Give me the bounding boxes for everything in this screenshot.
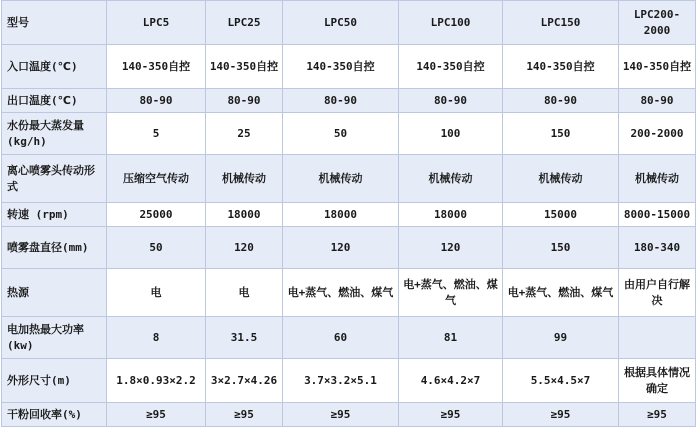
header-row xyxy=(2,1,696,45)
table-row-disc-diameter xyxy=(2,227,696,269)
table-cell: 50 xyxy=(107,227,206,269)
row-label: 电加热最大功率(kw) xyxy=(2,317,107,359)
table-cell: 99 xyxy=(503,317,619,359)
row-label: 出口温度(℃) xyxy=(2,89,107,113)
header-cell-lpc50: LPC50 xyxy=(283,1,399,45)
header-cell-lpc150: LPC150 xyxy=(503,1,619,45)
table-cell: 80-90 xyxy=(503,89,619,113)
table-cell: 50 xyxy=(283,113,399,155)
table-cell: ≥95 xyxy=(503,403,619,427)
table-cell: 60 xyxy=(283,317,399,359)
table-cell: 5.5×4.5×7 xyxy=(503,359,619,403)
row-label: 离心喷雾头传动形式 xyxy=(2,155,107,203)
table-row-evaporation xyxy=(2,113,696,155)
table-cell: 100 xyxy=(399,113,503,155)
row-label: 转速 (rpm) xyxy=(2,203,107,227)
table-cell: 80-90 xyxy=(619,89,696,113)
table-cell: 180-340 xyxy=(619,227,696,269)
table-row-heater-power xyxy=(2,317,696,359)
table-cell: 3×2.7×4.26 xyxy=(206,359,283,403)
row-label: 干粉回收率(%) xyxy=(2,403,107,427)
table-cell: ≥95 xyxy=(206,403,283,427)
table-cell: 5 xyxy=(107,113,206,155)
table-cell: 电+蒸气、燃油、煤气 xyxy=(283,269,399,317)
table-cell: 140-350自控 xyxy=(619,45,696,89)
table-cell: 机械传动 xyxy=(206,155,283,203)
table-cell: 200-2000 xyxy=(619,113,696,155)
table-cell: 80-90 xyxy=(399,89,503,113)
table-cell: 120 xyxy=(206,227,283,269)
table-row-outlet-temp xyxy=(2,89,696,113)
table-cell: 机械传动 xyxy=(503,155,619,203)
row-label: 入口温度(℃) xyxy=(2,45,107,89)
table-cell: 81 xyxy=(399,317,503,359)
row-label: 喷雾盘直径(mm) xyxy=(2,227,107,269)
row-label: 热源 xyxy=(2,269,107,317)
table-cell: 80-90 xyxy=(107,89,206,113)
table-cell xyxy=(619,317,696,359)
table-cell: ≥95 xyxy=(283,403,399,427)
table-cell: 3.7×3.2×5.1 xyxy=(283,359,399,403)
table-row-recovery-rate xyxy=(2,403,696,427)
table-cell: 140-350自控 xyxy=(399,45,503,89)
table-cell: 25000 xyxy=(107,203,206,227)
header-cell-lpc25: LPC25 xyxy=(206,1,283,45)
table-cell: 150 xyxy=(503,113,619,155)
table-cell: 机械传动 xyxy=(283,155,399,203)
table-cell: 压缩空气传动 xyxy=(107,155,206,203)
table-row-drive-type xyxy=(2,155,696,203)
table-cell: 1.8×0.93×2.2 xyxy=(107,359,206,403)
table-cell: 140-350自控 xyxy=(107,45,206,89)
row-label: 水份最大蒸发量(kg/h) xyxy=(2,113,107,155)
table-cell: 15000 xyxy=(503,203,619,227)
table-cell: ≥95 xyxy=(107,403,206,427)
table-cell: 150 xyxy=(503,227,619,269)
table-cell: 80-90 xyxy=(206,89,283,113)
table-row-heat-source xyxy=(2,269,696,317)
table-cell: 电 xyxy=(107,269,206,317)
row-label: 外形尺寸(m) xyxy=(2,359,107,403)
table-cell: 机械传动 xyxy=(399,155,503,203)
table-cell: ≥95 xyxy=(399,403,503,427)
table-cell: 根据具体情况确定 xyxy=(619,359,696,403)
table-cell: 140-350自控 xyxy=(283,45,399,89)
table-cell: 由用户自行解决 xyxy=(619,269,696,317)
table-cell: 电 xyxy=(206,269,283,317)
table-cell: 80-90 xyxy=(283,89,399,113)
table-cell: 机械传动 xyxy=(619,155,696,203)
table-cell: 4.6×4.2×7 xyxy=(399,359,503,403)
header-cell-lpc5: LPC5 xyxy=(107,1,206,45)
table-row-dimensions xyxy=(2,359,696,403)
table-cell: 140-350自控 xyxy=(206,45,283,89)
table-cell: 电+蒸气、燃油、煤气 xyxy=(399,269,503,317)
table-cell: 18000 xyxy=(283,203,399,227)
spec-table xyxy=(1,0,696,427)
table-cell: 8 xyxy=(107,317,206,359)
table-cell: 8000-15000 xyxy=(619,203,696,227)
table-row-speed xyxy=(2,203,696,227)
table-row-inlet-temp xyxy=(2,45,696,89)
table-cell: 18000 xyxy=(399,203,503,227)
header-cell-lpc100: LPC100 xyxy=(399,1,503,45)
table-cell: ≥95 xyxy=(619,403,696,427)
table-cell: 31.5 xyxy=(206,317,283,359)
header-cell-model: 型号 xyxy=(2,1,107,45)
table-cell: 120 xyxy=(399,227,503,269)
table-cell: 电+蒸气、燃油、煤气 xyxy=(503,269,619,317)
table-cell: 140-350自控 xyxy=(503,45,619,89)
table-cell: 18000 xyxy=(206,203,283,227)
table-cell: 25 xyxy=(206,113,283,155)
header-cell-lpc200-2000: LPC200-2000 xyxy=(619,1,696,45)
table-cell: 120 xyxy=(283,227,399,269)
